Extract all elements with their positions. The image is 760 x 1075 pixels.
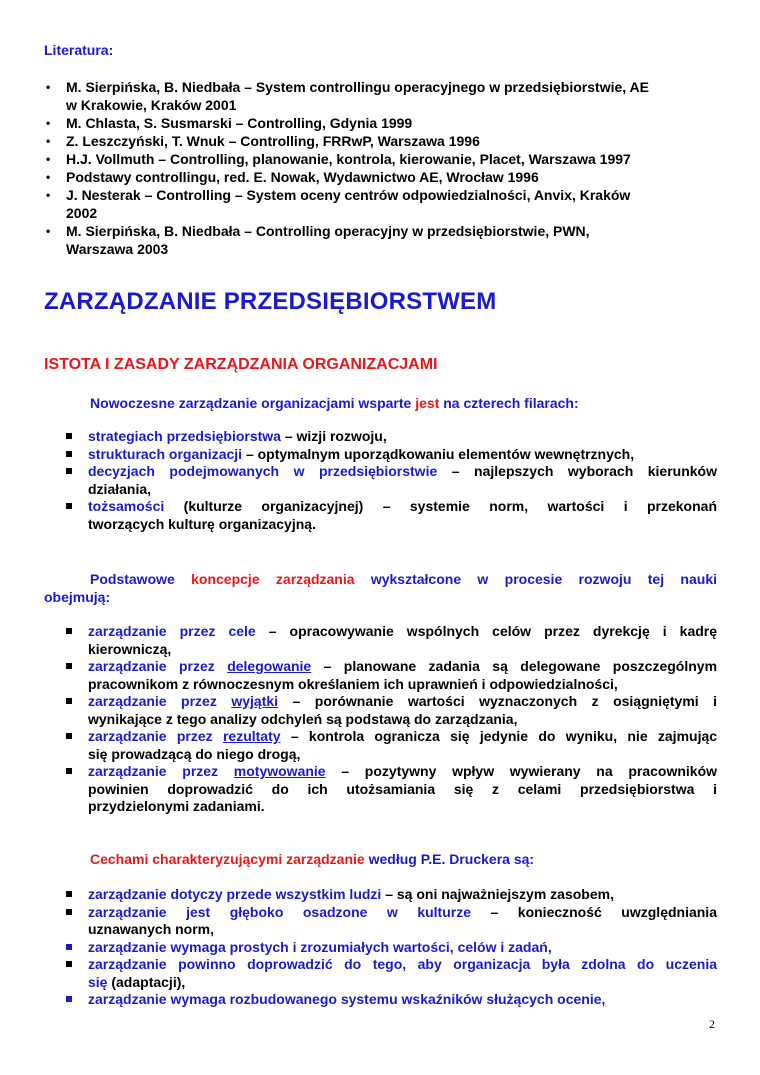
list-item: • Z. Leszczyński, T. Wnuk – Controlling, FRRwP, Warszawa 1996 [46, 133, 480, 149]
list-item: zarządzanie przez motywowanie – pozytywny wpływ wywierany na pracowników [62, 763, 717, 781]
list-item-continuation: działania, [88, 480, 152, 497]
bullet-icon: • [46, 152, 51, 166]
bullet-icon: • [46, 170, 51, 184]
list-item: • Podstawy controllingu, red. E. Nowak, Wydawnictwo AE, Wrocław 1996 [46, 169, 539, 185]
list-item: tożsamości (kulturze organizacyjnej) – systemie norm, wartości i przekonań [62, 498, 717, 516]
concepts-intro-end: obejmują: [44, 589, 111, 605]
bullet-icon: • [46, 188, 51, 202]
list-item-continuation: się (adaptacji), [88, 973, 186, 990]
square-bullet-icon [66, 961, 72, 967]
section-title: ISTOTA I ZASADY ZARZĄDZANIA ORGANIZACJAMI [44, 356, 438, 373]
list-item: zarządzanie wymaga prostych i zrozumiałych wartości, celów i zadań, [62, 939, 717, 957]
square-bullet-icon [66, 433, 72, 439]
square-bullet-icon [66, 451, 72, 457]
square-bullet-icon [66, 503, 72, 509]
bullet-icon: • [46, 134, 51, 148]
square-bullet-icon [66, 733, 72, 739]
list-item: strukturach organizacji – optymalnym uporządkowaniu elementów wewnętrznych, [62, 446, 717, 464]
square-bullet-icon [66, 663, 72, 669]
list-item: • J. Nesterak – Controlling – System oceny centrów odpowiedzialności, Anvix, Kraków 2002 [46, 187, 631, 221]
concepts-intro: Podstawowe koncepcje zarządzania wykształcone w procesie rozwoju tej nauki [90, 571, 717, 587]
list-item: decyzjach podejmowanych w przedsiębiorstwie – najlepszych wyborach kierunków [62, 463, 717, 481]
square-bullet-icon [66, 891, 72, 897]
bullet-icon: • [46, 116, 51, 130]
bullet-icon: • [46, 224, 51, 238]
list-item: zarządzanie przez cele – opracowywanie wspólnych celów przez dyrekcję i kadrę [62, 623, 717, 641]
list-item-continuation: przydzielonymi zadaniami. [88, 798, 265, 814]
bullet-icon: • [46, 80, 51, 94]
list-item-continuation: uznawanych norm, [88, 921, 215, 937]
list-item-continuation: wynikające z tego analizy odchyleń są podstawą do zarządzania, [88, 710, 518, 727]
square-bullet-icon [66, 768, 72, 774]
list-item: • M. Sierpińska, B. Niedbała – System controllingu operacyjnego w przedsiębiorstwie, AE w Krakowie, Kraków 2001 [46, 79, 649, 113]
list-item-continuation: tworzących kulturę organizacyjną. [88, 515, 316, 532]
list-item-continuation: kierowniczą, [88, 640, 172, 657]
list-item: zarządzanie przez delegowanie – planowane zadania są delegowane poszczególnym [62, 658, 717, 676]
square-bullet-icon [66, 944, 72, 950]
literature-list [44, 78, 724, 258]
list-item: zarządzanie wymaga rozbudowanego systemu wskaźników służących ocenie, [62, 991, 717, 1009]
list-item-continuation: pracownikom z równoczesnym określaniem ich uprawnień i odpowiedzialności, [88, 675, 618, 692]
main-title: ZARZĄDZANIE PRZEDSIĘBIORSTWEM [44, 288, 497, 315]
pillars-list [62, 428, 717, 533]
drucker-intro: Cechami charakteryzującymi zarządzanie według P.E. Druckera są: [90, 851, 535, 867]
square-bullet-icon [66, 468, 72, 474]
list-item: zarządzanie przez rezultaty – kontrola ogranicza się jedynie do wyniku, nie zajmując [62, 728, 717, 746]
square-bullet-icon [66, 909, 72, 915]
list-item-continuation: się prowadzącą do niego drogą, [88, 745, 301, 762]
square-bullet-icon [66, 698, 72, 704]
list-item: • M. Chlasta, S. Susmarski – Controlling, Gdynia 1999 [46, 115, 413, 131]
list-item: strategiach przedsiębiorstwa – wizji rozwoju, [62, 428, 717, 446]
list-item-continuation: powinien doprowadzić do ich utożsamiania się z celami przedsiębiorstwa i [88, 780, 717, 797]
pillars-intro: Nowoczesne zarządzanie organizacjami wsparte jest na czterech filarach: [90, 395, 579, 411]
literature-heading: Literatura: [44, 42, 114, 58]
concepts-list [62, 623, 717, 816]
list-item: • H.J. Vollmuth – Controlling, planowanie, kontrola, kierowanie, Placet, Warszawa 1997 [46, 151, 631, 167]
page-number: 2 [709, 1017, 715, 1031]
list-item: • M. Sierpińska, B. Niedbała – Controlling operacyjny w przedsiębiorstwie, PWN, Warszawa 2003 [46, 223, 590, 257]
list-item: zarządzanie jest głęboko osadzone w kulturze – konieczność uwzględniania [62, 904, 717, 922]
square-bullet-icon [66, 628, 72, 634]
list-item: zarządzanie powinno doprowadzić do tego, aby organizacja była zdolna do uczenia [62, 956, 717, 974]
list-item: zarządzanie dotyczy przede wszystkim ludzi – są oni najważniejszym zasobem, [62, 886, 717, 904]
list-item: zarządzanie przez wyjątki – porównanie wartości wyznaczonych z osiągniętymi i [62, 693, 717, 711]
drucker-list [62, 886, 717, 1009]
square-bullet-icon [66, 996, 72, 1002]
